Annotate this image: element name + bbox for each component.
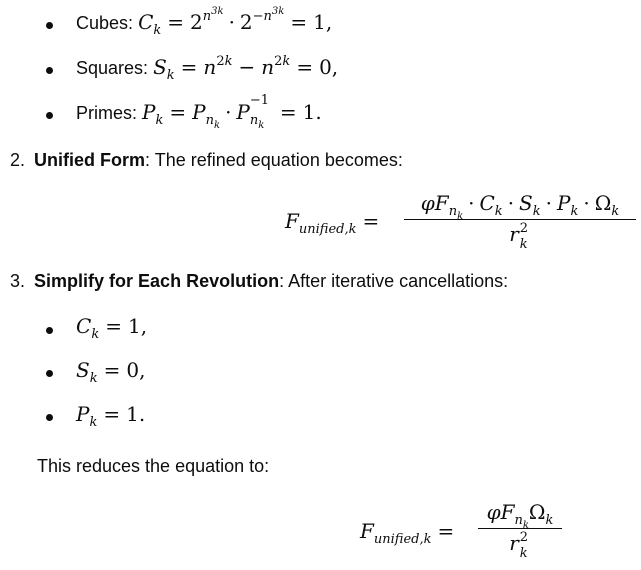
step-2-text: : The refined equation becomes: [145, 150, 403, 170]
step-3 [10, 271, 508, 292]
step-3-number: 3. [10, 271, 26, 291]
primes-equation: $P_k = P_{n_k}\cdot P$ −1 $n_k$ = 1. [142, 93, 322, 131]
bullet-dot [46, 112, 53, 119]
step-3-text: : After iterative cancellations: [279, 271, 509, 291]
squares-label: Squares: [76, 58, 149, 78]
final-equation-fraction [478, 500, 562, 561]
bullet-dot [46, 327, 53, 334]
final-denominator: r 2 k [509, 530, 529, 561]
unified-equation-lhs: $F_{unified,k}$ = [285, 209, 380, 237]
bullet-dot [46, 414, 53, 421]
unified-numerator: $\varphi F_{n_k}\cdot C_k \cdot S_k \cdot P_k \cdot \Omega_k$ [420, 191, 620, 222]
bullet-dot [46, 370, 53, 377]
squares-equation: $S_k = n^{2k} - n^{2k} = 0$, [153, 54, 339, 83]
cubes-line [76, 6, 333, 38]
step-2-title: Unified Form [34, 150, 146, 170]
sk-equation: $S_k = 0$, [76, 358, 146, 386]
reduce-text: This reduces the equation to: [37, 456, 270, 476]
final-equation-lhs: $F_{unified,k}$ = [360, 519, 455, 547]
primes-line [76, 93, 322, 131]
step-2 [10, 150, 403, 171]
bullet-dot [46, 67, 53, 74]
squares-line [76, 54, 339, 83]
cubes-label: Cubes: [76, 13, 134, 33]
step-2-number: 2. [10, 150, 26, 170]
pk-equation: $P_k = 1$. [76, 402, 146, 430]
unified-denominator: r 2 k [509, 221, 529, 252]
final-numerator: $\varphi F_{n_k}\Omega_k$ [486, 500, 554, 531]
cubes-equation: $C_k = 2^{n^{3k}} \cdot 2^{-n^{3k}} = 1$, [138, 6, 333, 38]
unified-equation-fraction [404, 191, 636, 252]
primes-label: Primes: [76, 103, 138, 123]
ck-equation: $C_k = 1$, [76, 314, 148, 342]
bullet-dot [46, 22, 53, 29]
step-3-title: Simplify for Each Revolution [34, 271, 280, 291]
